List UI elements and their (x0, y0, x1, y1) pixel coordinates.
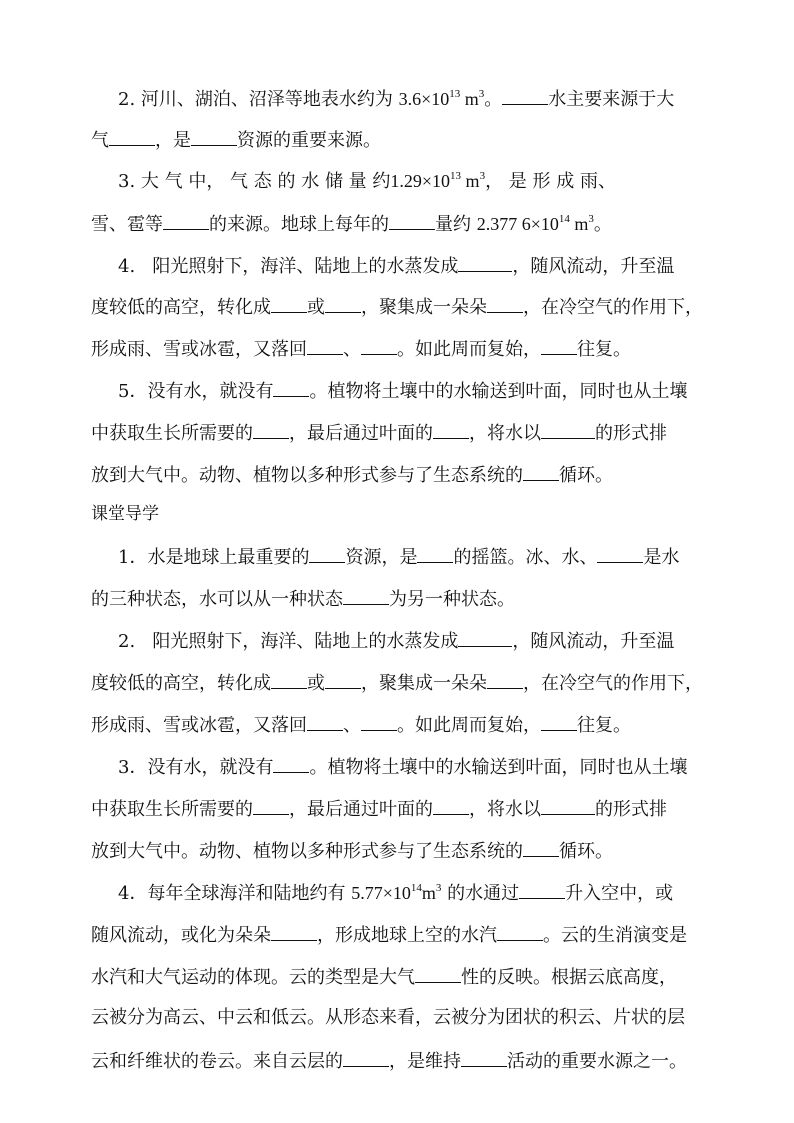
answer-blank[interactable] (597, 544, 643, 563)
q4-line-2: 随风流动，或化为朵朵 ，形成地球上空的水汽 。云的生消演变是 (91, 922, 705, 948)
p4-line-1: 4. 阳光照射下，海洋、陆地上的水蒸发成 ，随风流动，升至温 (118, 253, 705, 279)
p4-line-3: 形成雨、雪或冰雹，又落回 、 。如此周而复始， 往复。 (91, 336, 705, 362)
answer-blank[interactable] (163, 211, 209, 230)
answer-blank[interactable] (415, 964, 461, 983)
answer-blank[interactable] (541, 796, 595, 815)
q2-line-1: 2. 阳光照射下，海洋、陆地上的水蒸发成 ，随风流动，升至温 (118, 628, 705, 654)
answer-blank[interactable] (461, 1048, 507, 1067)
answer-blank[interactable] (389, 211, 435, 230)
answer-blank[interactable] (519, 880, 565, 899)
answer-blank[interactable] (541, 420, 595, 439)
answer-blank[interactable] (433, 420, 469, 439)
answer-blank[interactable] (253, 420, 289, 439)
math-value: 2.377 $6\times 10^{14}$ $m^3$ (476, 213, 594, 234)
answer-blank[interactable] (523, 462, 559, 481)
answer-blank[interactable] (271, 670, 307, 689)
p5-line-1: 5．没有水，就没有 。植物将土壤中的水输送到叶面，同时也从土壤 (118, 378, 705, 404)
q4-line-1: 4．每年全球海洋和陆地约有 $5.77\times 10^{14}m^3$ 的水通过 升入空中，或 (118, 882, 674, 904)
answer-blank[interactable] (253, 796, 289, 815)
p4-line-2: 度较低的高空，转化成 或 ，聚集成一朵朵 ，在冷空气的作用下， (91, 294, 705, 320)
answer-blank[interactable] (343, 1048, 389, 1067)
p2-line-1: 2. 河川、湖泊、沼泽等地表水约为 $3.6\times 10^{13}$ $m^3$ 。 水主要来源于大 (118, 88, 675, 110)
answer-blank[interactable] (502, 86, 548, 105)
q3-line-3: 放到大气中。动物、植物以多种形式参与了生态系统的 循环。 (91, 838, 705, 864)
q3-line-2: 中获取生长所需要的 ，最后通过叶面的 ，将水以 的形式排 (91, 796, 705, 822)
answer-blank[interactable] (109, 127, 155, 146)
q4-line-5: 云和纤维状的卷云。来自云层的 ，是维持 活动的重要水源之一。 (91, 1048, 705, 1074)
answer-blank[interactable] (307, 336, 343, 355)
answer-blank[interactable] (541, 336, 577, 355)
answer-blank[interactable] (458, 253, 512, 272)
p5-line-3: 放到大气中。动物、植物以多种形式参与了生态系统的 循环。 (91, 462, 705, 488)
q2-line-3: 形成雨、雪或冰雹，又落回 、 。如此周而复始， 往复。 (91, 712, 705, 738)
math-value: $5.77\times 10^{14}m^3$ (351, 882, 442, 903)
section-heading: 课堂导学 (91, 504, 159, 524)
answer-blank[interactable] (487, 294, 523, 313)
math-value: $1.29\times 10^{13}$ $m^3$ (390, 170, 486, 191)
answer-blank[interactable] (497, 922, 543, 941)
answer-blank[interactable] (361, 336, 397, 355)
p5-line-2: 中获取生长所需要的 ，最后通过叶面的 ，将水以 的形式排 (91, 420, 705, 446)
answer-blank[interactable] (191, 127, 237, 146)
answer-blank[interactable] (361, 712, 397, 731)
p3-line-2: 雪、雹等 的来源。地球上每年的 量约 2.377 $6\times 10^{14}$ $m^3$ 。 (91, 213, 612, 235)
answer-blank[interactable] (273, 754, 309, 773)
text: 2. 河川、湖泊、沼泽等地表水约为 (118, 89, 399, 110)
answer-blank[interactable] (523, 838, 559, 857)
q1-line-1: 1．水是地球上最重要的 资源，是 的摇篮。冰、水、 是水 (118, 544, 705, 570)
q3-line-1: 3．没有水，就没有 。植物将土壤中的水输送到叶面，同时也从土壤 (118, 754, 705, 780)
answer-blank[interactable] (343, 586, 389, 605)
q4-line-3: 水汽和大气运动的体现。云的类型是大气 性的反映。根据云底高度， (91, 964, 705, 990)
answer-blank[interactable] (271, 922, 317, 941)
answer-blank[interactable] (541, 712, 577, 731)
answer-blank[interactable] (487, 670, 523, 689)
q4-line-4: 云被分为高云、中云和低云。从形态来看，云被分为团状的积云、片状的层 (91, 1007, 685, 1028)
answer-blank[interactable] (417, 544, 453, 563)
answer-blank[interactable] (325, 294, 361, 313)
p3-line-1: 3. 大 气 中， 气 态 的 水 储 量 约 $1.29\times 10^{13}$ $m^3$ ， 是 形 成 雨、 (118, 170, 616, 192)
answer-blank[interactable] (273, 378, 309, 397)
q1-line-2: 的三种状态，水可以从一种状态 为另一种状态。 (91, 586, 705, 612)
answer-blank[interactable] (307, 712, 343, 731)
answer-blank[interactable] (271, 294, 307, 313)
answer-blank[interactable] (309, 544, 345, 563)
answer-blank[interactable] (325, 670, 361, 689)
answer-blank[interactable] (433, 796, 469, 815)
q2-line-2: 度较低的高空，转化成 或 ，聚集成一朵朵 ，在冷空气的作用下， (91, 670, 705, 696)
p2-line-2: 气 ，是 资源的重要来源。 (91, 127, 705, 153)
answer-blank[interactable] (458, 628, 512, 647)
math-value: $3.6\times 10^{13}$ $m^3$ (398, 88, 485, 109)
